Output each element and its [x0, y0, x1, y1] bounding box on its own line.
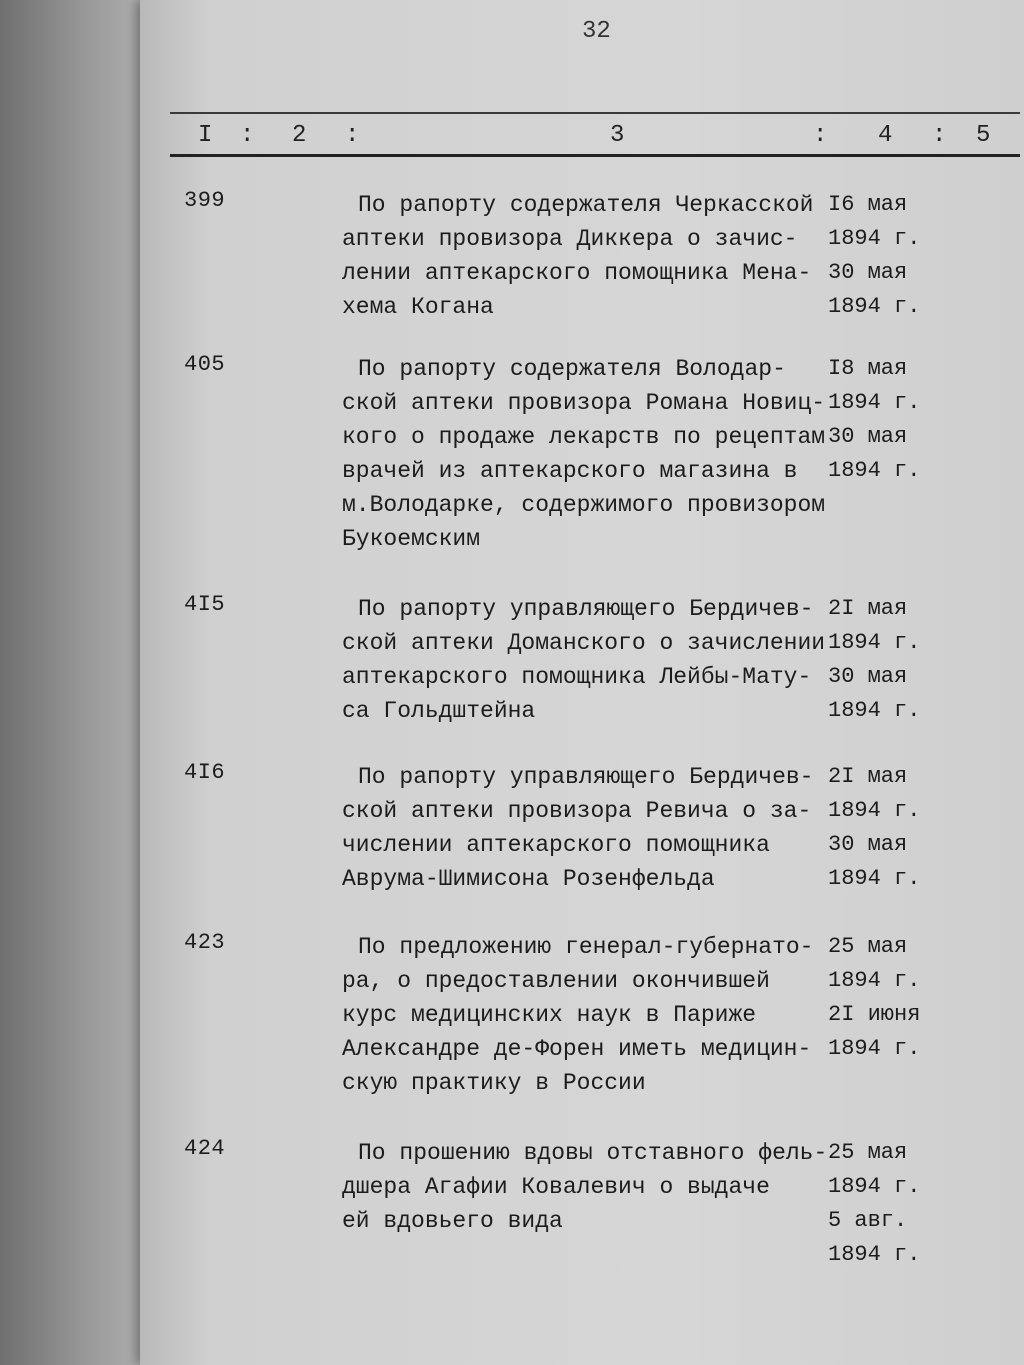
header-separator: : [932, 122, 947, 149]
header-rule-bottom [170, 154, 1020, 157]
date-line: 2I мая [828, 596, 908, 621]
description-line: По рапорту управляющего Бердичев- [358, 764, 814, 790]
page-number: 32 [582, 18, 611, 45]
entry-description [342, 188, 832, 324]
description-line: врачей из аптекарского магазина в [342, 458, 798, 484]
description-line: По прошению вдовы отставного фель- [358, 1140, 828, 1166]
description-line: аптеки провизора Диккера о зачис- [342, 226, 798, 252]
description-line: хема Когана [342, 294, 494, 320]
description-line: курс медицинских наук в Париже [342, 1002, 757, 1028]
date-line: 1894 г. [828, 294, 921, 319]
description-line: дшера Агафии Ковалевич о выдаче [342, 1174, 770, 1200]
date-line: 1894 г. [828, 798, 921, 823]
description-line: лении аптекарского помощника Мена- [342, 260, 812, 286]
description-line: ской аптеки Доманского о зачислении [342, 630, 826, 656]
description-line: ра, о предоставлении окончившей [342, 968, 770, 994]
entry-dates [828, 930, 1018, 1066]
date-line: 1894 г. [828, 1242, 921, 1267]
entry-number: 424 [184, 1136, 226, 1161]
description-line: По рапорту содержателя Володар- [358, 356, 786, 382]
entry-description [342, 592, 832, 728]
date-line: 2I мая [828, 764, 908, 789]
date-line: 1894 г. [828, 458, 921, 483]
date-line: 1894 г. [828, 1174, 921, 1199]
previous-page-edge [0, 0, 150, 1365]
header-separator: : [345, 122, 360, 149]
description-line: Аврума-Шимисона Розенфельда [342, 866, 715, 892]
date-line: 30 мая [828, 260, 908, 285]
description-line: числении аптекарского помощника [342, 832, 770, 858]
entry-dates [828, 1136, 1018, 1272]
description-line: кого о продаже лекарств по рецептам [342, 424, 826, 450]
date-line: 1894 г. [828, 1036, 921, 1061]
header-separator: : [240, 122, 255, 149]
date-line: 5 авг. [828, 1208, 908, 1233]
date-line: 25 мая [828, 934, 908, 959]
entry-description [342, 930, 832, 1100]
description-line: ей вдовьего вида [342, 1208, 563, 1234]
entry-dates [828, 188, 1018, 324]
entry-description [342, 760, 832, 896]
date-line: I6 мая [828, 192, 908, 217]
date-line: 2I июня [828, 1002, 921, 1027]
description-line: скую практику в России [342, 1070, 646, 1096]
entry-number: 405 [184, 352, 226, 377]
entry-number: 423 [184, 930, 226, 955]
description-line: По рапорту управляющего Бердичев- [358, 596, 814, 622]
description-line: По рапорту содержателя Черкасской [358, 192, 814, 218]
header-rule-top [170, 112, 1020, 114]
entry-description [342, 1136, 832, 1238]
date-line: 30 мая [828, 664, 908, 689]
entry-number: 4I6 [184, 760, 226, 785]
entry-number: 399 [184, 188, 226, 213]
date-line: 1894 г. [828, 390, 921, 415]
header-col-3: 3 [610, 122, 625, 149]
description-line: м.Володарке, содержимого провизором [342, 492, 826, 518]
date-line: 30 мая [828, 832, 908, 857]
entry-number: 4I5 [184, 592, 226, 617]
description-line: аптекарского помощника Лейбы-Мату- [342, 664, 812, 690]
description-line: Букоемским [342, 526, 481, 552]
date-line: 1894 г. [828, 866, 921, 891]
header-col-4: 4 [878, 122, 893, 149]
entry-dates [828, 592, 1018, 728]
date-line: 1894 г. [828, 630, 921, 655]
date-line: 1894 г. [828, 226, 921, 251]
date-line: 1894 г. [828, 968, 921, 993]
header-separator: : [813, 122, 828, 149]
description-line: ской аптеки провизора Романа Новиц- [342, 390, 826, 416]
date-line: 25 мая [828, 1140, 908, 1165]
description-line: Александре де-Форен иметь медицин- [342, 1036, 812, 1062]
entry-description [342, 352, 832, 556]
description-line: са Гольдштейна [342, 698, 536, 724]
header-col-1: I [198, 122, 213, 149]
date-line: 1894 г. [828, 698, 921, 723]
description-line: ской аптеки провизора Ревича о за- [342, 798, 812, 824]
date-line: 30 мая [828, 424, 908, 449]
date-line: I8 мая [828, 356, 908, 381]
description-line: По предложению генерал-губернато- [358, 934, 814, 960]
header-col-5: 5 [976, 122, 991, 149]
entry-dates [828, 352, 1018, 488]
header-col-2: 2 [292, 122, 307, 149]
entry-dates [828, 760, 1018, 896]
